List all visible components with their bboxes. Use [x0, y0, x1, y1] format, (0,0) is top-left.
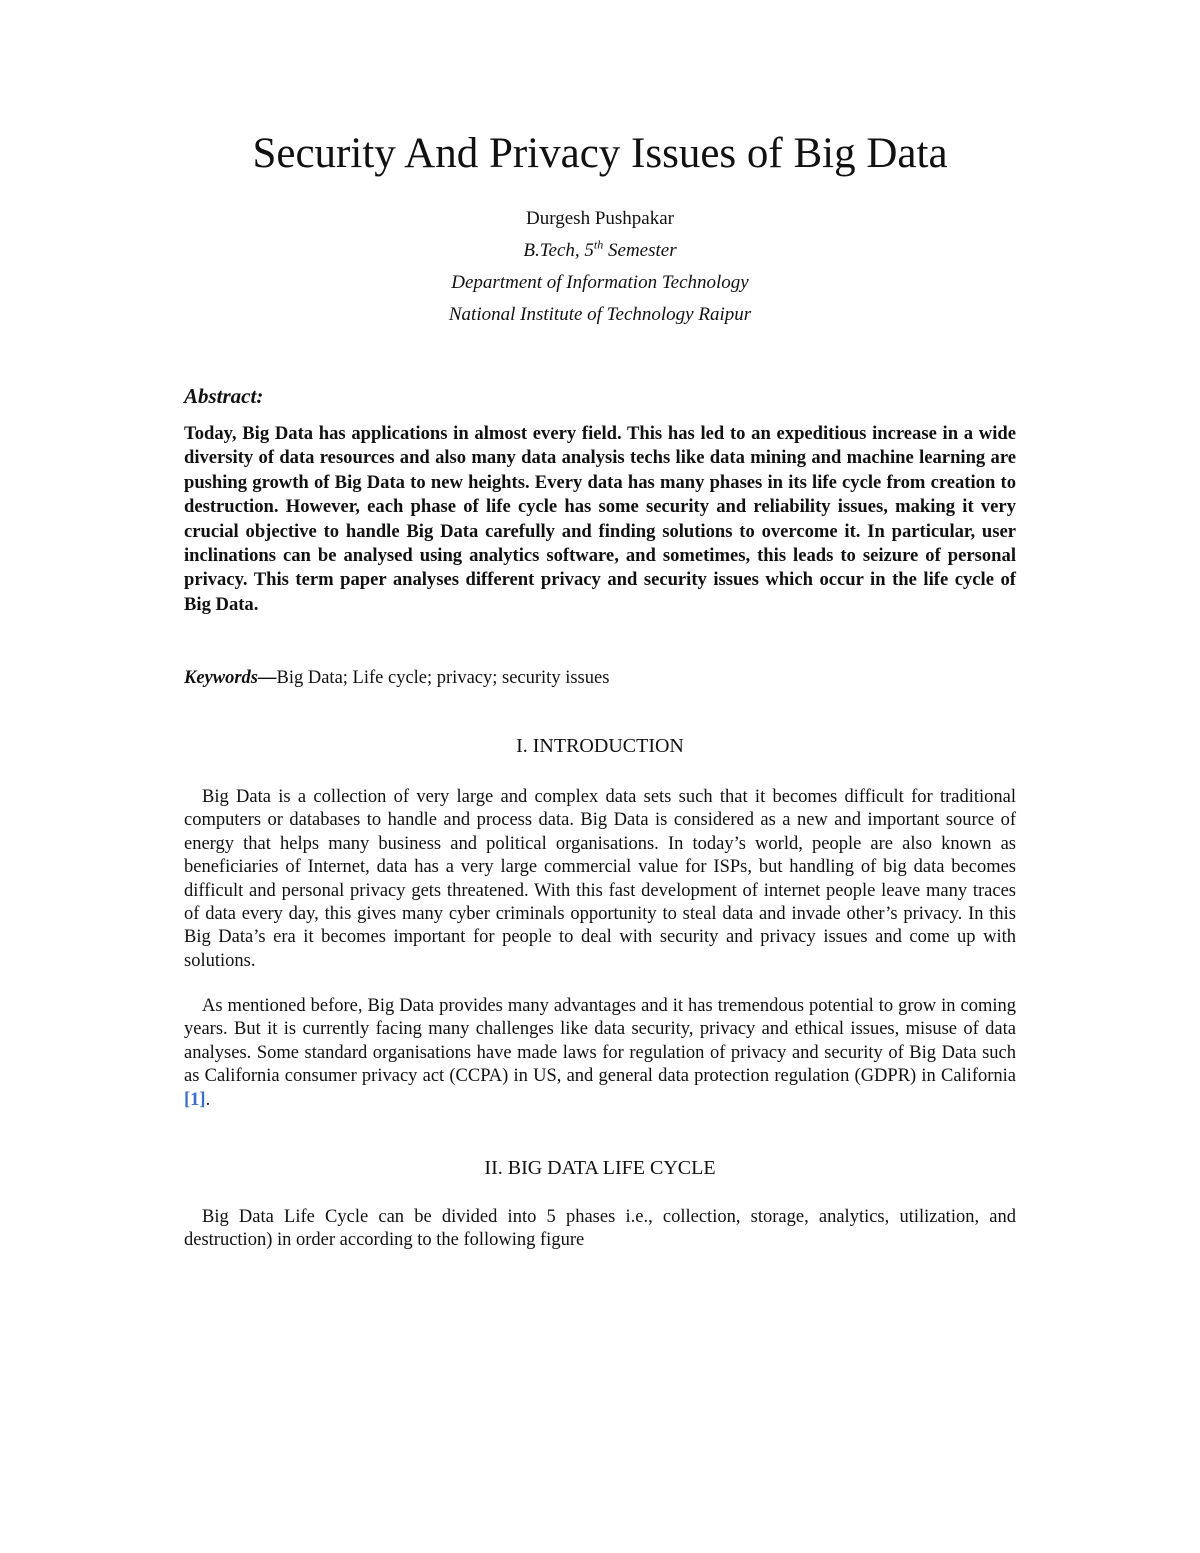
abstract-label: Abstract: [184, 384, 264, 408]
intro-paragraph-2-text: As mentioned before, Big Data provides many advantages and it has tremendous potential to grow in coming years. But it is currently facing many challenges like data security, privacy and ethical issues, misuse of data analyses. Some standard organisations have made laws for regulation of privacy and security of Big Data such as California consumer privacy act (CCPA) in US, and general data protection regulation (GDPR) in California [184, 996, 1016, 1087]
abstract-text: Today, Big Data has applications in almost every field. This has led to an expeditious increase in a wide diversity of data resources and also many data analysis techs like data mining and machine learning are pushing growth of Big Data to new heights. Every data has many phases in its life cycle from creation to destruction. However, each phase of life cycle has some security and reliability issues, making it very crucial objective to handle Big Data carefully and finding solutions to overcome it. In particular, user inclinations can be analysed using analytics software, and sometimes, this leads to seizure of personal privacy. This term paper analyses different privacy and security issues which occur in the life cycle of Big Data. [184, 423, 1016, 615]
lifecycle-paragraph-1: Big Data Life Cycle can be divided into 5 phases i.e., collection, storage, analytics, utilization, and destruction) in order according to the following figure [184, 1207, 1016, 1251]
keywords-text: Big Data; Life cycle; privacy; security issues [276, 668, 610, 688]
keywords [184, 666, 1016, 690]
section-heading-life-cycle: II. BIG DATA LIFE CYCLE [484, 1157, 716, 1179]
author-program [0, 235, 1200, 267]
author-department: Department of Information Technology [451, 272, 749, 293]
intro-paragraph-2 [184, 995, 1016, 1112]
author-program-prefix: B.Tech, 5 [523, 240, 594, 261]
author-block [0, 203, 1200, 331]
author-program-suffix: Semester [603, 240, 677, 261]
section-heading-introduction: I. INTRODUCTION [516, 735, 684, 757]
intro-paragraph-1: Big Data is a collection of very large and complex data sets such that it becomes difficult for traditional computers or databases to handle and process data. Big Data is considered as a new and important source of energy that helps many business and political organisations. In today’s world, people are also known as beneficiaries of Internet, data has a very large commercial value for ISPs, but handling of big data becomes difficult and personal privacy gets threatened. With this fast development of internet people leave many traces of data every day, this gives many cyber criminals opportunity to steal data and invade other’s privacy. In this Big Data’s era it becomes important for people to deal with security and privacy issues and come up with solutions. [184, 787, 1016, 971]
author-program-sup: th [593, 237, 604, 252]
citation-link[interactable]: [1] [184, 1089, 206, 1110]
paper-title: Security And Privacy Issues of Big Data [252, 130, 948, 177]
author-name: Durgesh Pushpakar [526, 208, 674, 229]
keywords-label: Keywords— [184, 668, 277, 688]
intro-paragraph-2-end: . [205, 1089, 211, 1110]
author-institute: National Institute of Technology Raipur [448, 304, 752, 325]
